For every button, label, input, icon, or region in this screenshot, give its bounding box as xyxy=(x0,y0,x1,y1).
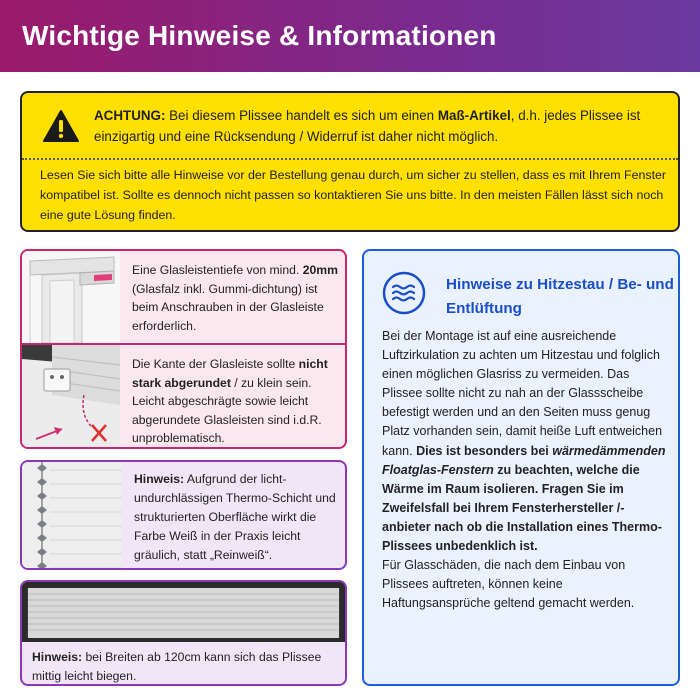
glasleiste-depth-value: 20mm xyxy=(302,263,338,277)
warning-triangle-icon xyxy=(42,109,80,143)
pleated-fabric-image xyxy=(22,462,122,570)
thermo-card xyxy=(20,460,347,570)
page-title: Wichtige Hinweise & Informationen xyxy=(22,20,497,51)
width-text xyxy=(32,648,332,686)
glasleiste-edge-text xyxy=(132,355,340,448)
air-waves-icon xyxy=(382,271,426,315)
glasleiste-depth-text-2: (Glasfalz inkl. Gummi-dichtung) ist beim Anschrauben in der Glasleiste erforderlich. xyxy=(132,281,324,333)
warning-divider xyxy=(22,158,678,160)
width-body: bei Breiten ab 120cm kann sich das Plissee mittig leicht biegen. xyxy=(32,650,322,683)
warning-text-2: , d.h. jedes Plissee ist einzigartig und eine Rücksendung / Widerruf ist daher nicht möglich. xyxy=(94,108,641,144)
hitzestau-bold-italic: wärmedämmenden Floatglas-Fenstern xyxy=(382,443,666,477)
glasleiste-depth-text xyxy=(132,261,340,335)
warning-text xyxy=(94,105,674,147)
hitzestau-bold-2: zu beachten, welche die Wärme im Raum isolieren. Fragen Sie im Zweifelsfall bei Ihrem Fensterhersteller /-anbieter nach ob die Installation eines Thermo-Plissees unbedenklich ist. xyxy=(382,462,662,554)
warning-label: ACHTUNG: xyxy=(94,108,166,123)
hitzestau-panel xyxy=(362,249,680,686)
glasleiste-edge-image xyxy=(22,345,120,449)
hitzestau-title: Hinweise zu Hitzestau / Be- und Entlüftung xyxy=(446,276,674,317)
glasleiste-edge-text-2: / zu klein sein. Leicht abgeschrägte sowie leicht abgerundete Glasleisten sind i.d.R. unproblematisch. xyxy=(132,375,322,445)
glasleiste-edge-bold: nicht stark abgerundet xyxy=(132,357,328,390)
width-label: Hinweis: xyxy=(32,650,83,664)
hitzestau-body xyxy=(382,327,672,613)
warning-info: Lesen Sie sich bitte alle Hinweise vor der Bestellung genau durch, um sicher zu stellen, dass es mit Ihrem Fenster kompatibel ist. Sollte es dennoch nicht passen so kontaktieren Sie uns bitte. In den meisten Fällen lässt sich noch eine gute Lösung finden. xyxy=(40,168,667,222)
hitzestau-bold-1: Dies ist besonders bei xyxy=(416,443,553,458)
warning-box xyxy=(20,91,680,232)
hitzestau-p1: Bei der Montage ist auf eine ausreichende Luftzirkulation zu achten um Hitzestau und folglich einen möglichen Glasriss zu vermeiden. Das Plissee sollte nicht zu nah an der Glassscheibe befestigt werden und an den Seiten muss genug Platz vorhanden sein, damit heiße Luft entweichen kann. xyxy=(382,329,663,458)
glasleiste-depth-image xyxy=(22,251,120,343)
warning-bold: Maß-Artikel xyxy=(437,108,511,123)
warning-top xyxy=(22,93,678,158)
thermo-text xyxy=(134,470,342,565)
hitzestau-p2: Für Glasschäden, die nach dem Einbau von Plissees auftreten, können keine Haftungsansprüche geltend gemacht werden. xyxy=(382,558,635,611)
glasleiste-depth-text-1: Eine Glasleistentiefe von mind. xyxy=(132,263,303,277)
thermo-label: Hinweis: xyxy=(134,472,185,486)
glasleiste-card xyxy=(20,249,347,449)
glasleiste-edge-text-1: Die Kante der Glasleiste sollte xyxy=(132,357,299,371)
header-banner xyxy=(0,0,700,72)
thermo-body: Aufgrund der licht-undurchlässigen Thermo-Schicht und strukturierten Oberfläche wirkt die Farbe Weiß in der Praxis leicht gräulich, statt „Reinweiß“. xyxy=(134,472,336,562)
wide-blind-image xyxy=(22,582,345,642)
warning-text-1: Bei diesem Plissee handelt es sich um einen xyxy=(165,108,438,123)
width-card xyxy=(20,580,347,686)
